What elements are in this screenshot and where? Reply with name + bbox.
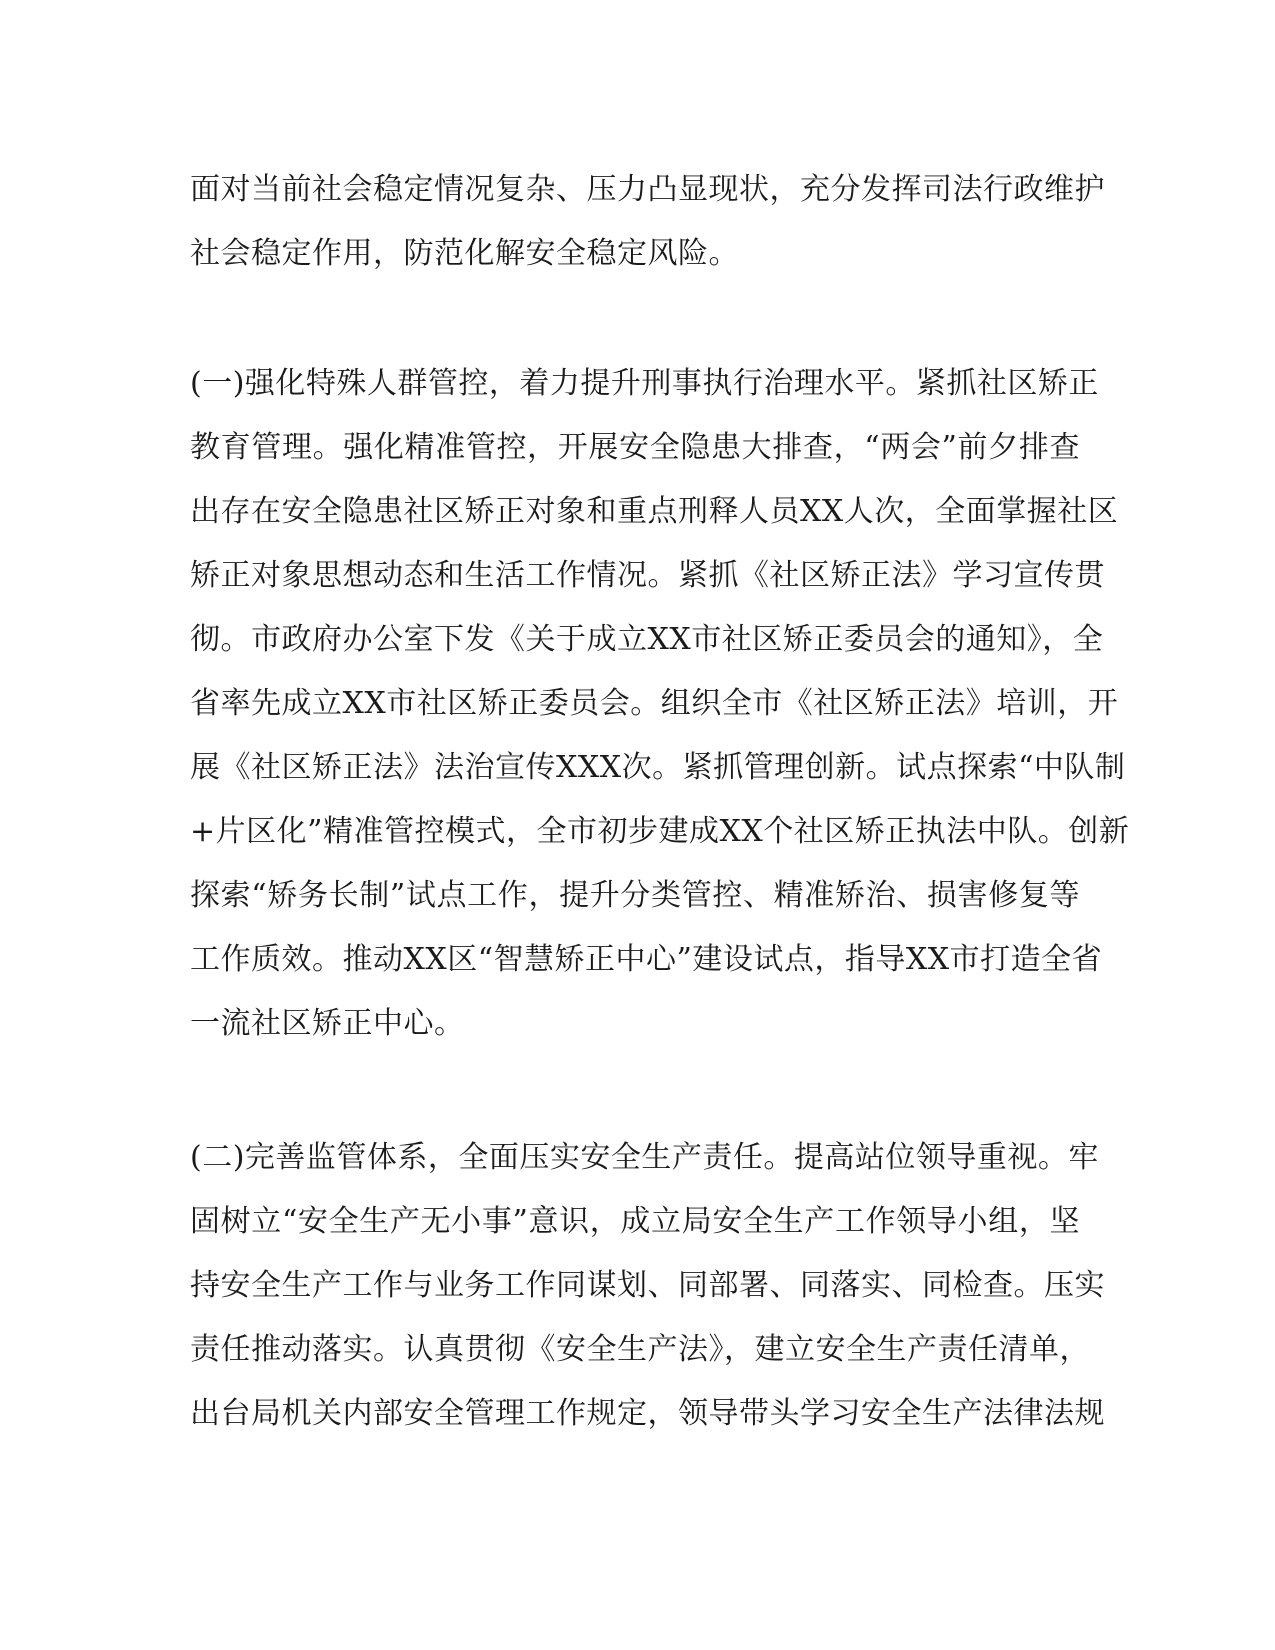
text-line: 出台局机关内部安全管理工作规定，领导带头学习安全生产法律法规 [190, 1396, 1105, 1431]
text-line: 展《社区矫正法》法治宣传XXX次。紧抓管理创新。试点探索“中队制 [190, 750, 1126, 785]
text-line: 出存在安全隐患社区矫正对象和重点刑释人员XX人次，全面掌握社区 [190, 494, 1119, 529]
text-line: 持安全生产工作与业务工作同谋划、同部署、同落实、同检查。压实 [190, 1268, 1105, 1303]
paragraph-intro [190, 158, 1105, 286]
text-line: (一)强化特殊人群管控，着力提升刑事执行治理水平。紧抓社区矫正 [190, 366, 1099, 401]
text-line: 彻。市政府办公室下发《关于成立XX市社区矫正委员会的通知》，全 [190, 622, 1104, 657]
text-line: (二)完善监管体系，全面压实安全生产责任。提高站位领导重视。牢 [190, 1140, 1099, 1175]
text-line: +片区化”精准管控模式，全市初步建成XX个社区矫正执法中队。创新 [190, 814, 1130, 849]
text-line: 社会稳定作用，防范化解安全稳定风险。 [190, 236, 739, 271]
text-line: 探索“矫务长制”试点工作，提升分类管控、精准矫治、损害修复等 [190, 878, 1080, 913]
text-line: 省率先成立XX市社区矫正委员会。组织全市《社区矫正法》培训，开 [190, 686, 1119, 721]
text-line: 教育管理。强化精准管控，开展安全隐患大排查，“两会”前夕排查 [190, 430, 1080, 465]
text-line: 面对当前社会稳定情况复杂、压力凸显现状，充分发挥司法行政维护 [190, 172, 1105, 207]
paragraph-section-2 [190, 1126, 1105, 1446]
paragraph-section-1 [190, 352, 1130, 1056]
text-line: 固树立“安全生产无小事”意识，成立局安全生产工作领导小组，坚 [190, 1204, 1080, 1239]
text-line: 责任推动落实。认真贯彻《安全生产法》，建立安全生产责任清单， [190, 1332, 1090, 1367]
text-line: 矫正对象思想动态和生活工作情况。紧抓《社区矫正法》学习宣传贯 [190, 558, 1105, 593]
text-line: 工作质效。推动XX区“智慧矫正中心”建设试点，指导XX市打造全省 [190, 942, 1103, 977]
text-line: 一流社区矫正中心。 [190, 1006, 465, 1041]
